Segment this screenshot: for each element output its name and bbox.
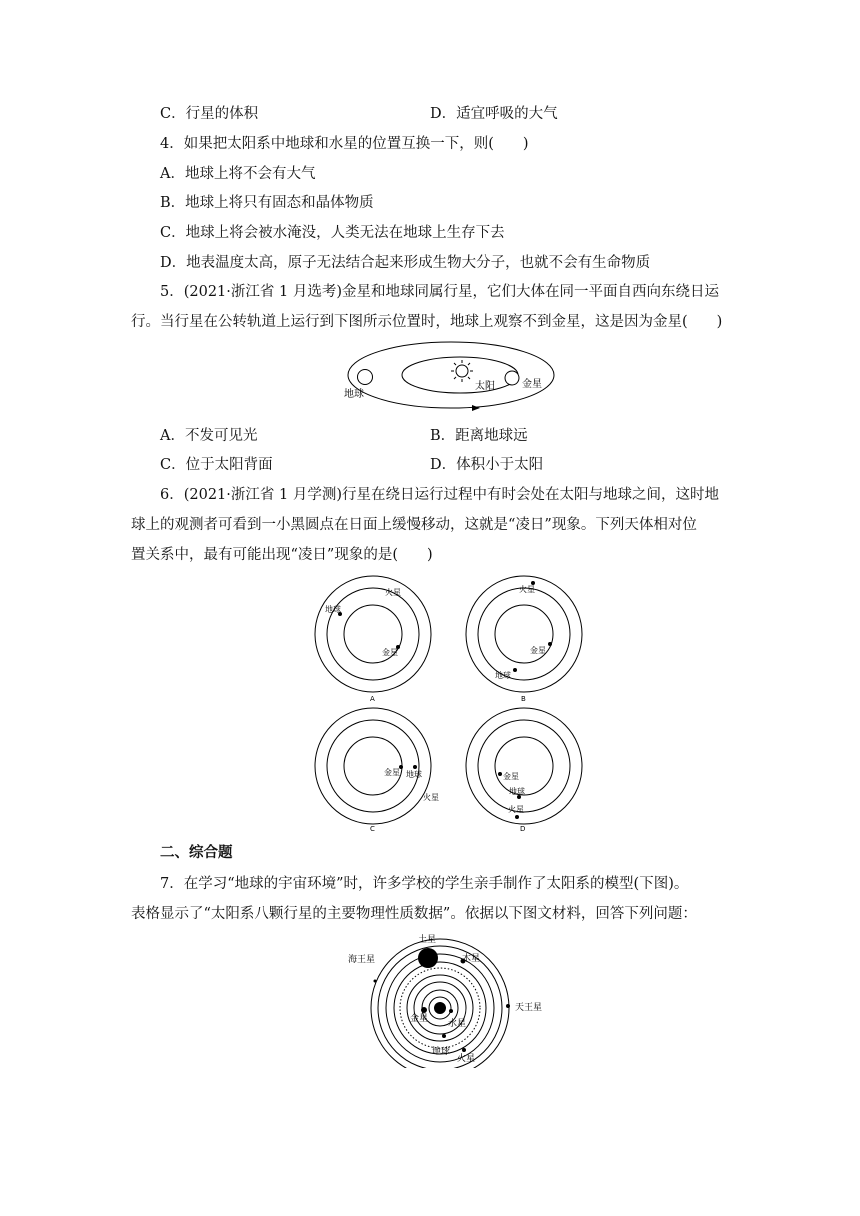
q5-option-d: D．体积小于太阳 [430, 457, 544, 473]
q5-option-a: A．不发可见光 [160, 428, 258, 444]
earth-dot [513, 668, 517, 672]
panel-b [466, 576, 582, 703]
venus-label: 金星 [384, 768, 400, 777]
earth-label: 地球 [406, 770, 422, 779]
q4-stem: 4．如果把太阳系中地球和水星的位置互换一下，则( ) [160, 136, 529, 152]
q3-option-c: C．行星的体积 [160, 106, 259, 122]
earth-orbit [327, 588, 419, 680]
q6-stem-line3: 置关系中，最有可能出现“凌日”现象的是( ) [131, 547, 433, 563]
panel-a [315, 576, 431, 703]
venus-label: 金星 [382, 648, 398, 657]
mars-label: 火星 [508, 805, 524, 814]
mars-dot [515, 815, 519, 819]
earth-label: 地球 [432, 1047, 451, 1057]
earth-orbit [348, 342, 554, 408]
q5-option-b: B．距离地球远 [430, 428, 528, 444]
earth-orbit [327, 720, 419, 812]
mars-label: 火星 [457, 1054, 476, 1064]
sun-icon [434, 1002, 446, 1014]
saturn-marker [418, 948, 438, 968]
q4-option-b: B．地球上将只有固态和晶体物质 [160, 195, 374, 211]
mars-label: 火星 [385, 588, 401, 597]
earth-label: 地球 [509, 787, 525, 796]
venus-label: 金星 [530, 646, 546, 655]
q5-orbit-figure [330, 338, 570, 413]
q7-stem-line1: 7．在学习“地球的宇宙环境”时，许多学校的学生亲手制作了太阳系的模型(下图)。 [160, 876, 689, 892]
q5-stem-line1: 5．(2021·浙江省 1 月选考)金星和地球同属行星，它们大体在同一平面自西向东绕日运 [160, 284, 719, 300]
mercury-label: 水星 [448, 1019, 467, 1029]
neptune-marker [374, 980, 377, 983]
jupiter-label: 木星 [462, 954, 481, 964]
venus-marker [505, 371, 519, 385]
panel-a-label: A [370, 695, 375, 703]
mars-label: 火星 [519, 585, 535, 594]
panel-d [466, 708, 582, 833]
venus-label: 金星 [503, 772, 519, 781]
neptune-label: 海王星 [348, 955, 376, 965]
mercury-marker [449, 1009, 453, 1013]
q4-option-c: C．地球上将会被水淹没，人类无法在地球上生存下去 [160, 225, 505, 241]
earth-orbit [478, 588, 570, 680]
q3-option-d: D．适宜呼吸的大气 [430, 106, 558, 122]
sun-icon [451, 360, 473, 382]
earth-marker [442, 1034, 446, 1038]
q5-option-c: C．位于太阳背面 [160, 457, 273, 473]
earth-orbit [478, 720, 570, 812]
earth-dot [413, 765, 417, 769]
mars-orbit [315, 576, 431, 692]
q7-stem-line2: 表格显示了“太阳系八颗行星的主要物理性质数据”。依据以下图文材料，回答下列问题： [131, 906, 697, 922]
orbit-direction-arrow-icon [472, 405, 480, 411]
panel-d-label: D [520, 825, 526, 833]
venus-orbit [344, 737, 402, 795]
q6-stem-line2: 球上的观测者可看到一小黑圆点在日面上缓慢移动，这就是“凌日”现象。下列天体相对位 [131, 517, 697, 533]
q4-option-a: A．地球上将不会有大气 [160, 166, 316, 182]
mars-orbit [466, 708, 582, 824]
panel-c-label: C [370, 825, 375, 833]
uranus-marker [506, 1004, 510, 1008]
section-heading: 二、综合题 [160, 844, 233, 861]
earth-label: 地球 [344, 389, 364, 400]
mars-label: 火星 [423, 793, 439, 802]
venus-label: 金星 [522, 379, 542, 390]
saturn-label: 土星 [418, 935, 437, 945]
venus-label: 金星 [410, 1014, 429, 1024]
venus-marker [421, 1007, 427, 1013]
q4-option-d: D．地表温度太高，原子无法结合起来形成生物大分子，也就不会有生命物质 [160, 255, 651, 271]
panel-b-label: B [521, 695, 526, 703]
q6-transit-figure [305, 574, 585, 838]
sun-label: 太阳 [475, 381, 495, 392]
earth-label: 地球 [325, 605, 341, 614]
venus-dot [548, 642, 552, 646]
panel-c [315, 708, 439, 833]
mars-marker [462, 1048, 466, 1052]
q7-solar-system-figure [340, 928, 550, 1068]
venus-dot [498, 772, 502, 776]
q6-stem-line1: 6．(2021·浙江省 1 月学测)行星在绕日运行过程中有时会处在太阳与地球之间，这时地 [160, 487, 719, 503]
earth-label: 地球 [495, 671, 511, 680]
earth-marker [358, 370, 373, 385]
q5-stem-line2: 行。当行星在公转轨道上运行到下图所示位置时，地球上观察不到金星，这是因为金星( ) [131, 314, 723, 330]
uranus-label: 天王星 [515, 1003, 543, 1013]
